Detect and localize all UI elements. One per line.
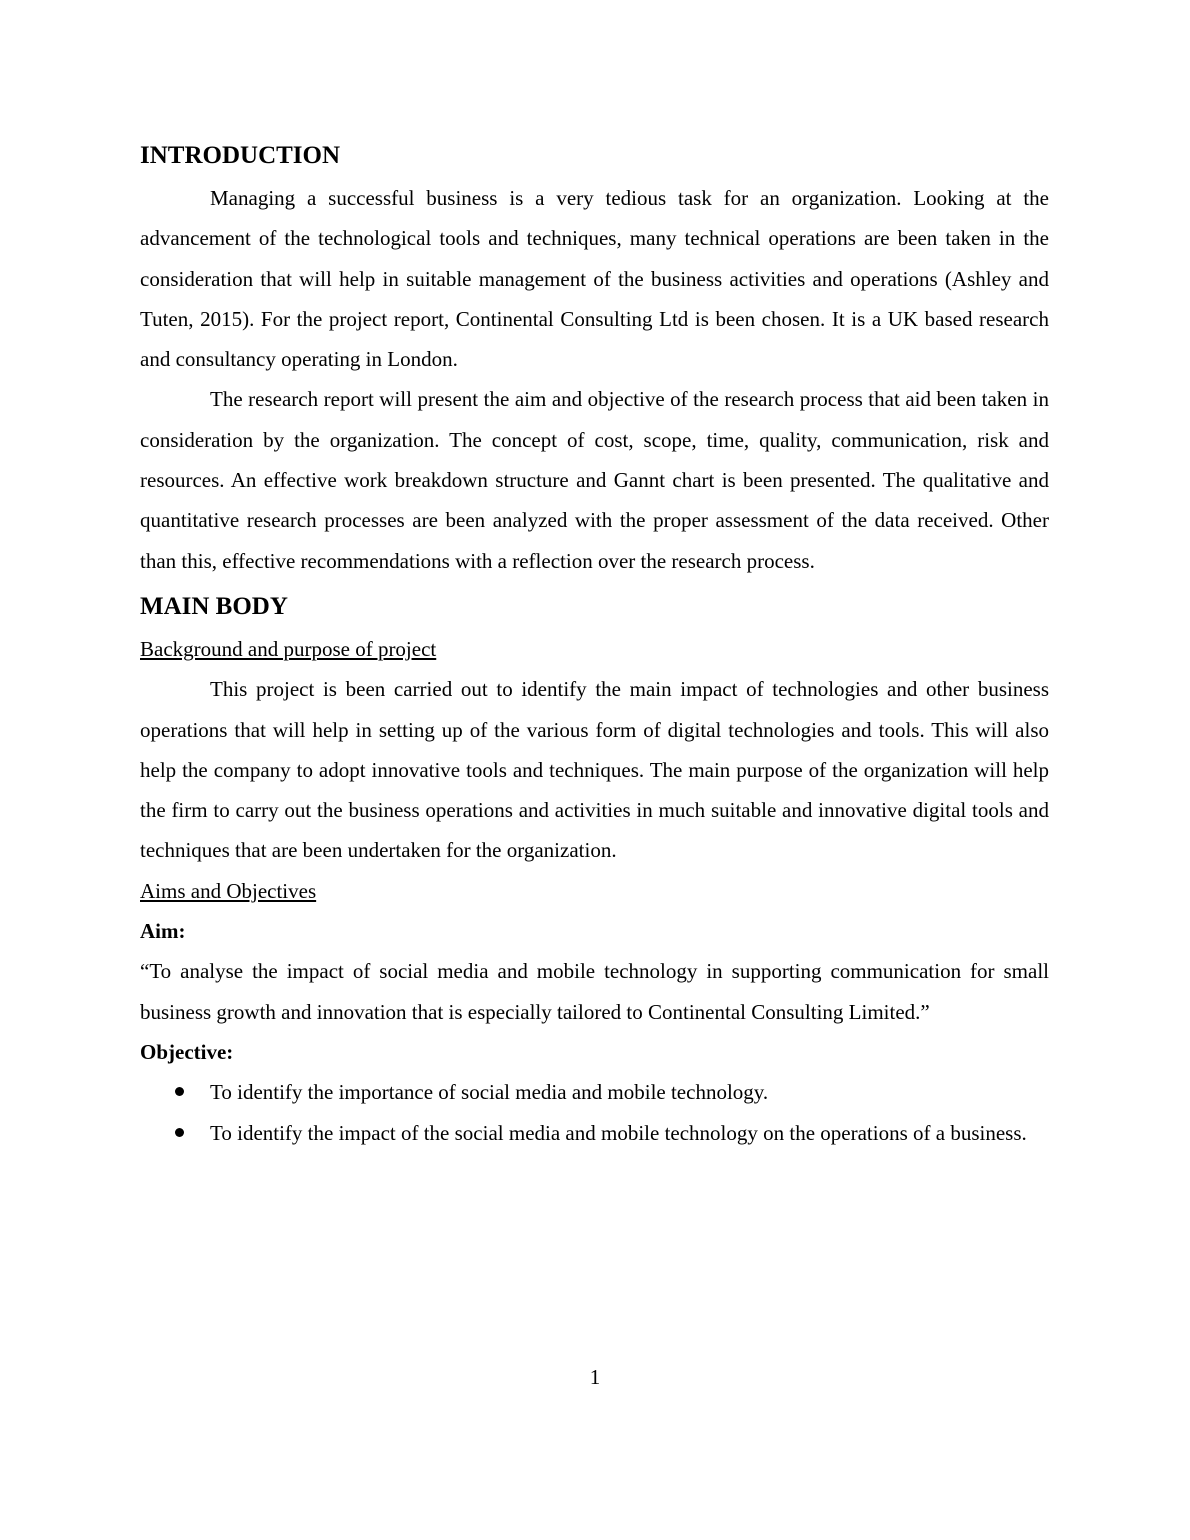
introduction-paragraph-2: The research report will present the aim and objective of the research process that aid been taken in consideration by the organization. The concept of cost, scope, time, quality, communication, risk and resources. An effective work breakdown structure and Gannt chart is been presented. The qualitative and quantitative research processes are been analyzed with the proper assessment of the data received. Other than this, effective recommendations with a reflection over the research process. bbox=[140, 387, 1049, 573]
bullet-icon bbox=[175, 1128, 184, 1137]
aim-label: Aim: bbox=[140, 919, 186, 944]
list-item bbox=[140, 1113, 1049, 1153]
objective-label: Objective: bbox=[140, 1039, 234, 1064]
page-number: 1 bbox=[589, 1365, 601, 1389]
main-body-heading: MAIN BODY bbox=[140, 592, 288, 620]
aim-text: “To analyse the impact of social media and mobile technology in supporting communication for small business growth and innovation that is especially tailored to Continental Consulting Limited.” bbox=[140, 959, 1049, 1024]
background-paragraph: This project is been carried out to identify the main impact of technologies and other business operations that will help in setting up of the various form of digital technologies and tools. This will also help the company to adopt innovative tools and techniques. The main purpose of the organization will help the firm to carry out the business operations and activities in much suitable and innovative digital tools and techniques that are been undertaken for the organization. bbox=[140, 677, 1049, 863]
bullet-icon bbox=[175, 1087, 184, 1096]
introduction-heading: INTRODUCTION bbox=[140, 142, 341, 169]
list-item bbox=[140, 1072, 1049, 1112]
objective-text: To identify the impact of the social media and mobile technology on the operations of a business. bbox=[210, 1120, 1027, 1145]
objectives-list bbox=[140, 1072, 1049, 1153]
document-page bbox=[140, 138, 1049, 1153]
aims-objectives-subheading: Aims and Objectives bbox=[140, 878, 317, 903]
introduction-paragraph-1: Managing a successful business is a very tedious task for an organization. Looking at the advancement of the technological tools and techniques, many technical operations are been taken in the consideration that will help in suitable management of the business activities and operations (Ashley and Tuten, 2015). For the project report, Continental Consulting Ltd is been chosen. It is a UK based research and consultancy operating in London. bbox=[140, 186, 1049, 372]
objective-text: To identify the importance of social media and mobile technology. bbox=[210, 1080, 769, 1105]
background-subheading: Background and purpose of project bbox=[140, 636, 437, 661]
